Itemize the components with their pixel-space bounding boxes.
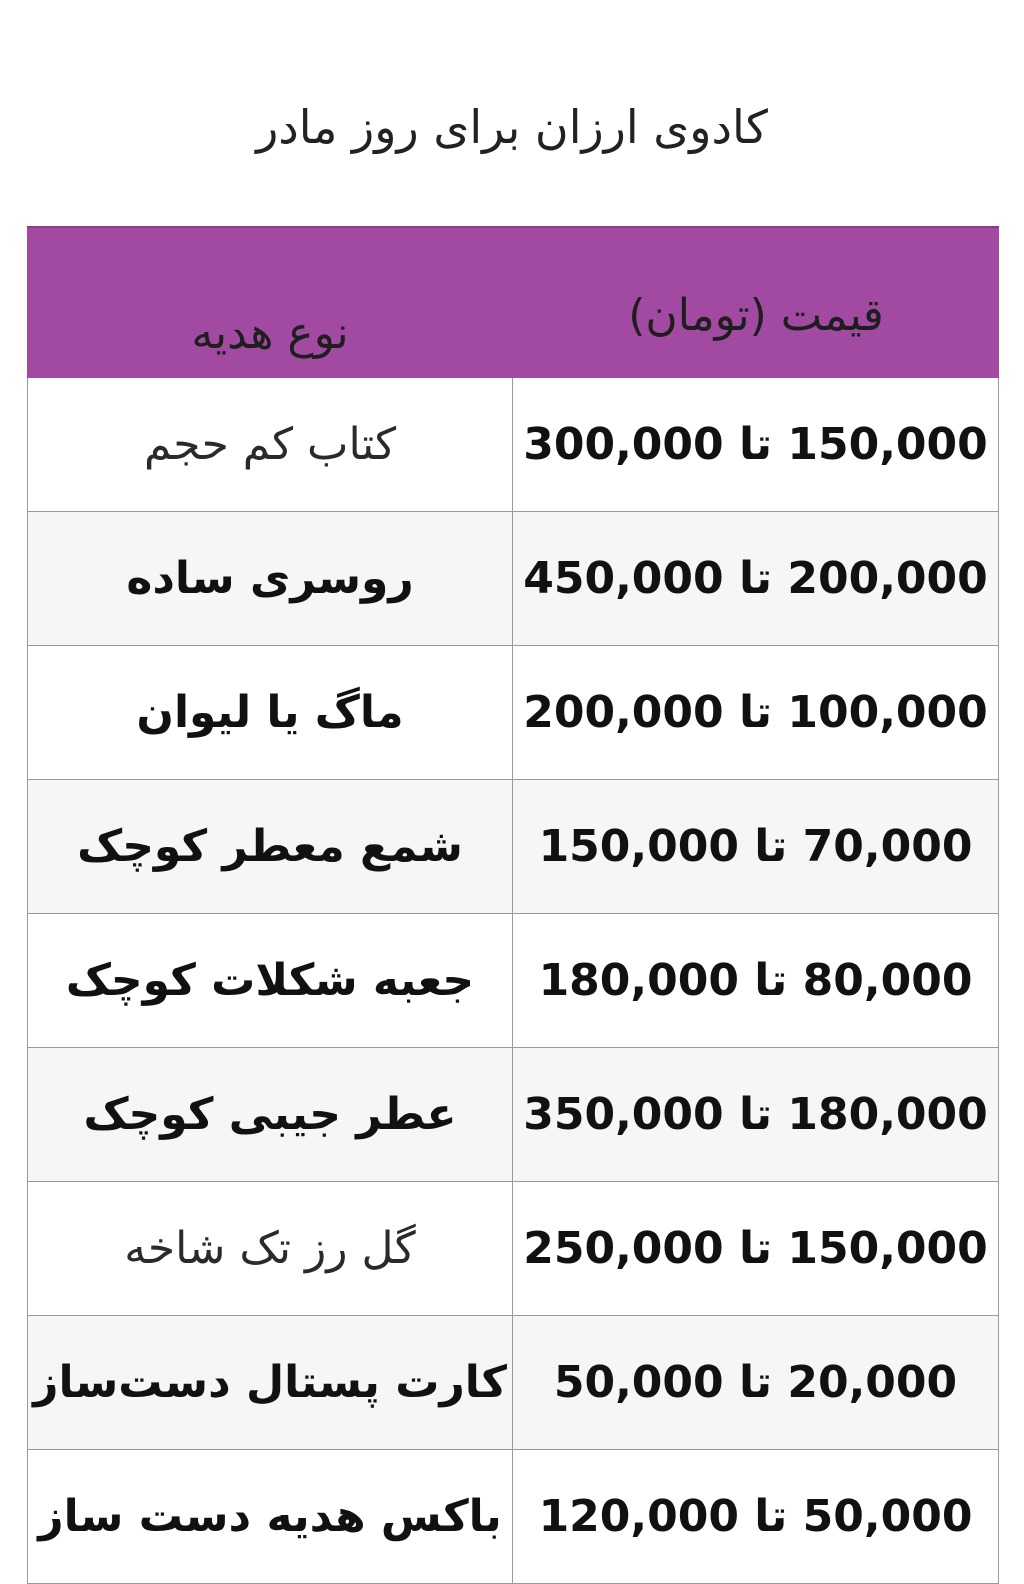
table-row bbox=[27, 512, 999, 646]
table-row bbox=[27, 1182, 999, 1316]
gift-cell: روسری ساده bbox=[28, 512, 513, 645]
price-cell: 150,000 تا 250,000 bbox=[523, 1223, 988, 1274]
gift-cell: شمع معطر کوچک bbox=[28, 780, 513, 913]
table-row bbox=[27, 1048, 999, 1182]
gift-cell: جعبه شکلات کوچک bbox=[28, 914, 513, 1047]
gift-cell: کتاب کم حجم bbox=[28, 378, 513, 511]
table-row bbox=[27, 780, 999, 914]
price-cell: 50,000 تا 120,000 bbox=[538, 1491, 973, 1542]
gift-cell: عطر جیبی کوچک bbox=[28, 1048, 513, 1181]
table-row bbox=[27, 646, 999, 780]
gift-price-table bbox=[27, 226, 999, 1584]
price-cell: 150,000 تا 300,000 bbox=[523, 419, 988, 470]
table-row bbox=[27, 914, 999, 1048]
gift-cell: باکس هدیه دست ساز bbox=[28, 1450, 513, 1583]
price-cell: 20,000 تا 50,000 bbox=[553, 1357, 958, 1408]
page-title: کادوی ارزان برای روز مادر bbox=[256, 100, 768, 154]
header-price-label: قیمت (تومان) bbox=[628, 290, 884, 341]
price-cell: 180,000 تا 350,000 bbox=[523, 1089, 988, 1140]
price-cell: 200,000 تا 450,000 bbox=[523, 553, 988, 604]
table-row bbox=[27, 378, 999, 512]
price-cell: 100,000 تا 200,000 bbox=[523, 687, 988, 738]
table-row bbox=[27, 1450, 999, 1584]
header-gift-type-label: نوع هدیه bbox=[191, 308, 349, 359]
table-header-row bbox=[27, 226, 999, 378]
table-row bbox=[27, 1316, 999, 1450]
header-price bbox=[513, 228, 999, 378]
header-gift-type bbox=[27, 228, 513, 378]
price-cell: 70,000 تا 150,000 bbox=[538, 821, 973, 872]
price-cell: 80,000 تا 180,000 bbox=[538, 955, 973, 1006]
gift-cell: گل رز تک شاخه bbox=[28, 1182, 513, 1315]
gift-cell: کارت پستال دست‌ساز bbox=[28, 1316, 513, 1449]
gift-cell: ماگ یا لیوان bbox=[28, 646, 513, 779]
